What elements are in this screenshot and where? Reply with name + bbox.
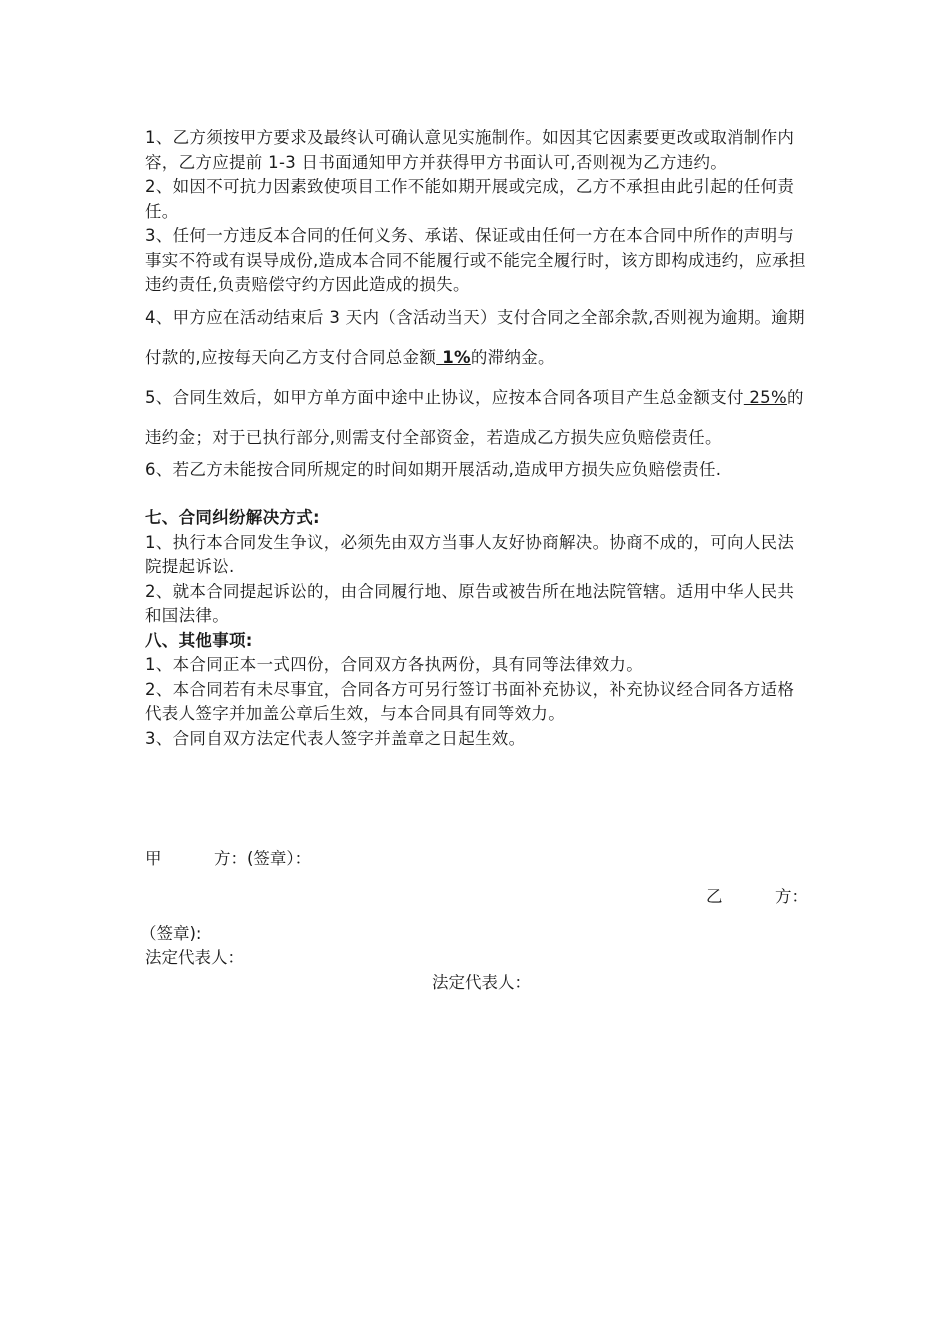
section-7-title: 七、合同纠纷解决方式: (145, 508, 320, 527)
party-b-representative-label: 法定代表人： (432, 973, 531, 992)
late-fee-rate: 1% (436, 347, 471, 367)
clause-4-text: 4、甲方应在活动结束后 3 天内（含活动当天）支付合同之全部余款,否则视为逾期。逾期付款的,应按每天向乙方支付合同总金额 (145, 307, 805, 367)
clause-5-text: 5、合同生效后，如甲方单方面中途中止协议，应按本合同各项目产生总金额支付 (145, 387, 744, 407)
penalty-rate: 25% (743, 387, 787, 407)
section-spacer (145, 482, 810, 506)
other-clause-1: 1、本合同正本一式四份，合同双方各执两份，具有同等法律效力。 (145, 655, 643, 674)
party-a-representative-label: 法定代表人： (145, 948, 244, 967)
dispute-clause-2: 2、就本合同提起诉讼的，由合同履行地、原告或被告所在地法院管辖。适用中华人民共和国法律。 (145, 581, 795, 625)
other-clause-3: 3、合同自双方法定代表人签字并盖章之日起生效。 (145, 728, 526, 748)
contract-body (145, 126, 810, 751)
party-b-signature-label: 乙 方： (706, 887, 808, 906)
breach-clause-6: 6、若乙方未能按合同所规定的时间如期开展活动,造成甲方损失应负赔偿责任. (145, 459, 722, 479)
breach-clause-5 (145, 378, 810, 458)
other-clause-2: 2、本合同若有未尽事宜，合同各方可另行签订书面补充协议，补充协议经合同各方适格代表人签字并加盖公章后生效，与本合同具有同等效力。 (145, 679, 795, 723)
breach-clause-2: 2、如因不可抗力因素致使项目工作不能如期开展或完成，乙方不承担由此引起的任何责任。 (145, 177, 795, 221)
breach-clause-4 (145, 298, 810, 378)
dispute-clause-1: 1、执行本合同发生争议，必须先由双方当事人友好协商解决。协商不成的，可向人民法院提起诉讼. (145, 532, 795, 576)
breach-clause-3: 3、任何一方违反本合同的任何义务、承诺、保证或由任何一方在本合同中所作的声明与事实不符或有误导成份,造成本合同不能履行或不能完全履行时，该方即构成违约，应承担违约责任,负责赔偿守约方因此造成的损失。 (145, 226, 806, 294)
breach-clause-1: 1、乙方须按甲方要求及最终认可确认意见实施制作。如因其它因素要更改或取消制作内容，乙方应提前 1-3 日书面通知甲方并获得甲方书面认可,否则视为乙方违约。 (145, 128, 795, 172)
clause-4-text-end: 的滞纳金。 (470, 347, 555, 367)
clause-5-text-end: 的违约金；对于已执行部分,则需支付全部资金，若造成乙方损失应负赔偿责任。 (145, 387, 804, 447)
section-8-title: 八、其他事项: (145, 630, 253, 650)
party-a-signature-label: 甲 方：(签章）： (145, 849, 312, 868)
party-b-seal-label: （签章): (140, 924, 202, 943)
